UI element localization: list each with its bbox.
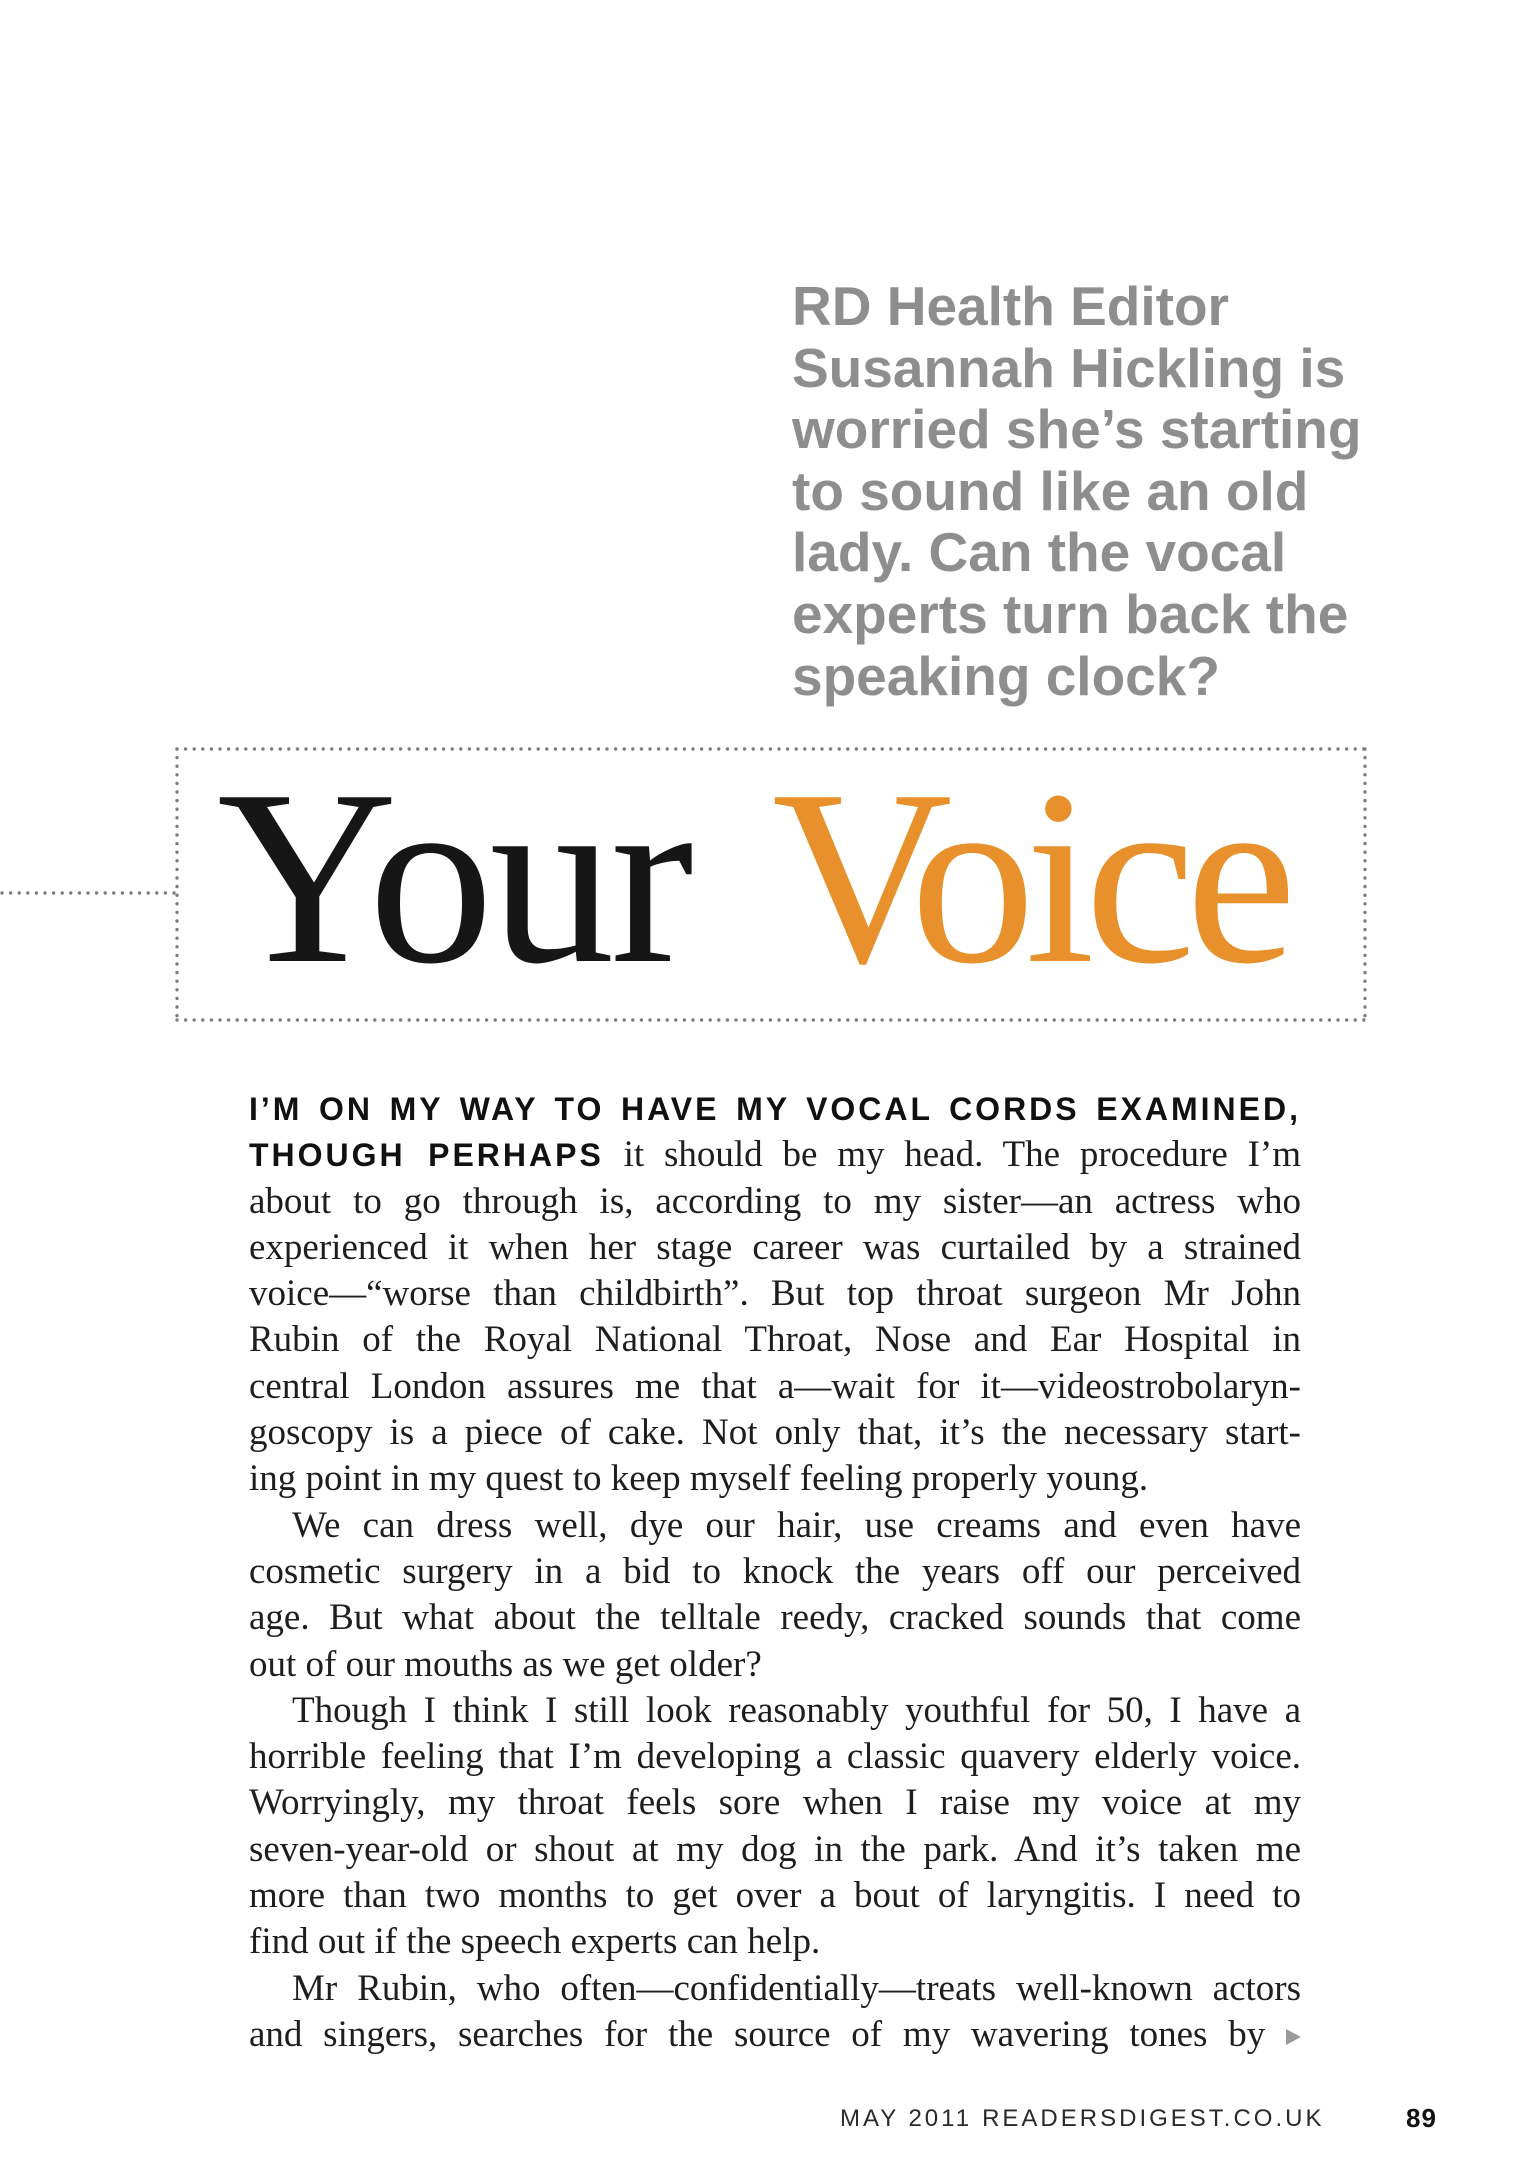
text-line: more than two months to get over a bout of laryngitis. I need to (249, 1875, 1301, 1917)
standfirst-line: to sound like an old (792, 459, 1309, 522)
text-line: seven-year-old or shout at my dog in the park. And it’s taken me (249, 1828, 1301, 1870)
text-line: central London assures me that a—wait for it—videostrobolaryn- (249, 1365, 1301, 1407)
text-line: age. But what about the telltale reedy, cracked sounds that come (249, 1597, 1301, 1639)
text-line: Though I think I still look reasonably youthful for 50, I have a (292, 1689, 1301, 1731)
text-line: goscopy is a piece of cake. Not only that, it’s the necessary start- (249, 1412, 1301, 1454)
standfirst-line: speaking clock? (792, 644, 1220, 707)
text-line (249, 1132, 1301, 1178)
text-line: out of our mouths as we get older? (249, 1643, 762, 1685)
text-line: Worryingly, my throat feels sore when I raise my voice at my (249, 1782, 1301, 1824)
standfirst-line: worried she’s starting (792, 398, 1362, 461)
title-word-your: Your (217, 739, 690, 1016)
title-word-voice: Voice (772, 739, 1287, 1016)
standfirst-line: lady. Can the vocal (792, 521, 1287, 584)
text-line (249, 1086, 1301, 1132)
text-line: horrible feeling that I’m developing a classic quavery elderly voice. (249, 1736, 1301, 1778)
page-footer (840, 2104, 1324, 2134)
lead-in: THOUGH PERHAPS (249, 1137, 604, 1174)
text-line: about to go through is, according to my sister—an actress who (249, 1180, 1301, 1222)
paragraph (249, 1688, 1301, 1966)
standfirst-line: Susannah Hickling is (792, 336, 1346, 399)
lead-in: I’M ON MY WAY TO HAVE MY VOCAL CORDS EXAMINED, (249, 1091, 1301, 1127)
text-line: voice—“worse than childbirth”. But top throat surgeon Mr John (249, 1273, 1301, 1315)
text-line: ing point in my quest to keep myself feeling properly young. (249, 1458, 1149, 1500)
paragraph (249, 1966, 1301, 2059)
text-line: We can dress well, dye our hair, use creams and even have (292, 1504, 1301, 1546)
text-line: cosmetic surgery in a bid to knock the years off our perceived (249, 1550, 1301, 1592)
text-line: Rubin of the Royal National Throat, Nose and Ear Hospital in (249, 1319, 1301, 1361)
text-line: find out if the speech experts can help. (249, 1921, 821, 1963)
text-line: experienced it when her stage career was curtailed by a strained (249, 1226, 1301, 1268)
text-line: Mr Rubin, who often—confidentially—treats well-known actors (292, 1967, 1301, 2009)
website-url: READERSDIGEST.CO.UK (982, 2105, 1325, 2132)
text-line (249, 2012, 1301, 2058)
page-number: 89 (1406, 2103, 1437, 2133)
issue-date: MAY 2011 (840, 2105, 973, 2132)
continue-arrow-icon (1286, 2029, 1301, 2045)
line-text: and singers, searches for the source of my wavering tones by (249, 2013, 1266, 2055)
standfirst-line: RD Health Editor (792, 275, 1229, 337)
paragraph (249, 1086, 1301, 1503)
standfirst-line: experts turn back the (792, 582, 1349, 645)
line-text: it should be my head. The procedure I’m (623, 1134, 1301, 1176)
article-body (249, 1086, 1301, 2058)
standfirst (792, 276, 1362, 707)
paragraph (249, 1503, 1301, 1688)
